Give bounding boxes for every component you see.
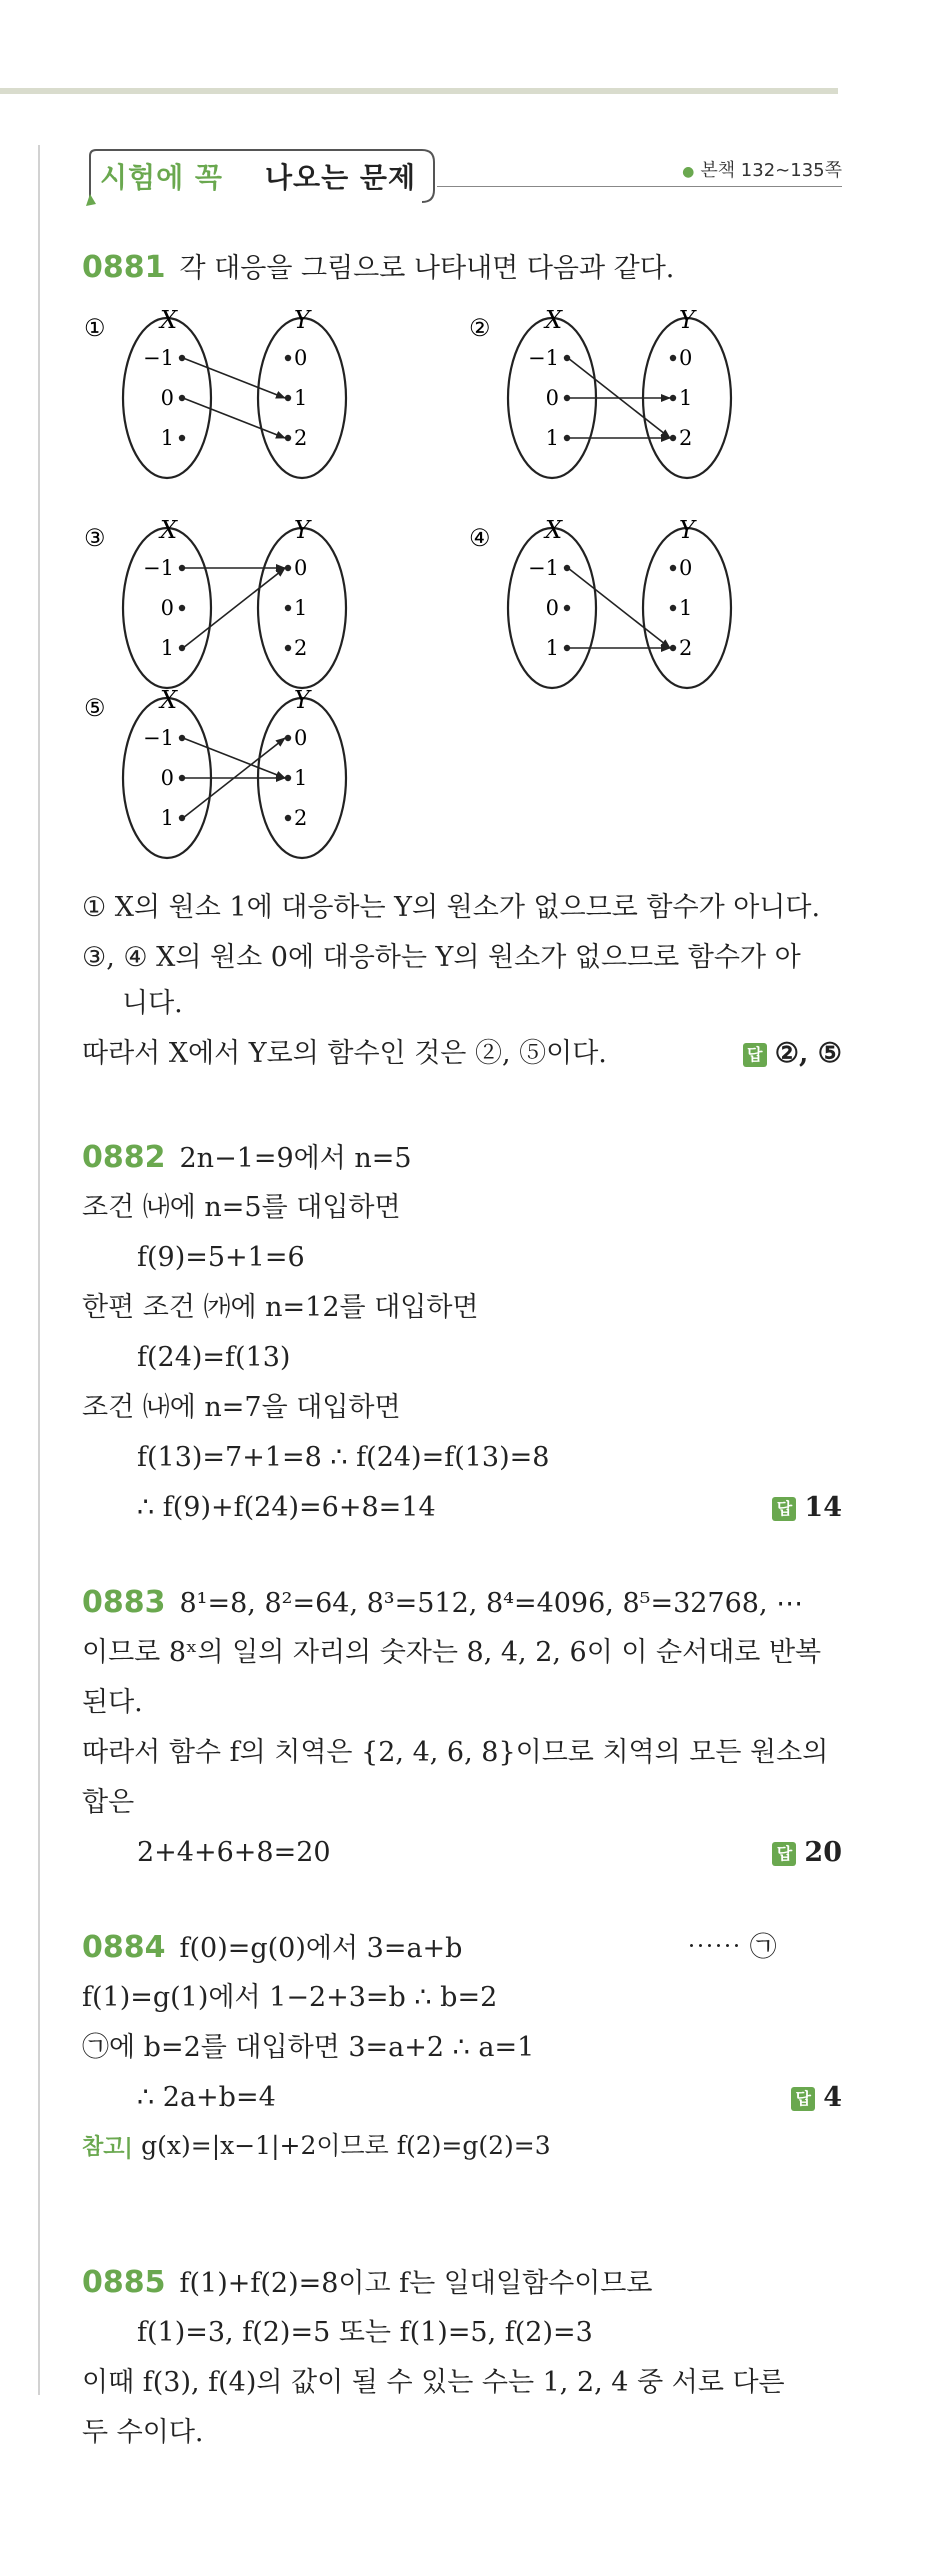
y-element-label: 2 <box>294 636 308 660</box>
problem-number: 0881 <box>82 250 166 285</box>
mapping-arrow <box>183 358 285 398</box>
problem-0882-line-2: 조건 ㈏에 n=5를 대입하면 <box>82 1192 401 1223</box>
answer-value: ②, ⑤ <box>774 1038 842 1069</box>
y-element-label: 0 <box>294 726 308 750</box>
top-divider-bar <box>0 88 838 94</box>
answer-0881 <box>743 1036 842 1072</box>
answer-value: 14 <box>804 1492 842 1523</box>
problem-0884-line-4: ∴ 2a+b=4 <box>137 2082 276 2113</box>
problem-number: 0885 <box>82 2265 166 2300</box>
diagram-label: ③ <box>84 524 106 552</box>
equation-tag: ⋯⋯ ㉠ <box>687 1932 777 1963</box>
set-x-label: X <box>160 308 178 334</box>
problem-0885-line-1 <box>82 2265 652 2302</box>
x-element-label: 1 <box>160 636 174 660</box>
answer-0882 <box>772 1490 842 1526</box>
y-element-dot <box>285 645 291 651</box>
answer-value: 20 <box>804 1837 842 1868</box>
x-element-label: 0 <box>545 386 559 410</box>
note-separator: | <box>124 2135 133 2160</box>
problem-0881-intro-line <box>82 250 674 287</box>
y-element-label: 1 <box>294 386 308 410</box>
set-y-label: Y <box>679 518 695 544</box>
answer-badge: 답 <box>743 1043 767 1067</box>
problem-0882 <box>82 1140 842 1523</box>
diagram-label: ② <box>469 314 491 342</box>
solution-text: 8¹=8, 8²=64, 8³=512, 8⁴=4096, 8⁵=32768, ⋯ <box>179 1588 804 1619</box>
y-element-label: 0 <box>679 556 693 580</box>
problem-0884-line-2: f(1)=g(1)에서 1−2+3=b ∴ b=2 <box>82 1982 498 2013</box>
section-title-tag <box>82 148 437 198</box>
x-element-label: 1 <box>545 426 559 450</box>
x-element-label: 1 <box>160 806 174 830</box>
x-element-dot <box>564 605 570 611</box>
problem-0883-line-6: 2+4+6+8=20 <box>137 1837 331 1868</box>
y-element-label: 2 <box>679 426 693 450</box>
problem-0884-line-1 <box>82 1930 462 1967</box>
correspondence-diagram-5 <box>82 688 382 873</box>
left-margin-rule <box>38 145 40 2395</box>
problem-0885 <box>82 2265 842 2465</box>
x-element-label: 0 <box>160 596 174 620</box>
problem-0882-line-3: f(9)=5+1=6 <box>137 1242 305 1273</box>
mapping-arrow <box>568 568 670 648</box>
note-label: 참고 <box>82 2135 125 2160</box>
y-element-dot <box>285 775 291 781</box>
x-element-label: −1 <box>528 346 559 370</box>
y-element-label: 1 <box>294 596 308 620</box>
set-y-label: Y <box>294 518 310 544</box>
y-element-dot <box>285 395 291 401</box>
explanation-line-2: ③, ④ X의 원소 0에 대응하는 Y의 원소가 없으므로 함수가 아 <box>82 942 801 973</box>
set-x-label: X <box>545 308 563 334</box>
problem-0881 <box>82 250 842 1110</box>
set-x-label: X <box>160 688 178 714</box>
problem-0884 <box>82 1930 842 2190</box>
set-x-label: X <box>545 518 563 544</box>
correspondence-diagram-2 <box>467 308 767 493</box>
answer-badge: 답 <box>772 1497 796 1521</box>
x-element-label: 1 <box>545 636 559 660</box>
diagram-label: ① <box>84 314 106 342</box>
x-element-label: −1 <box>143 556 174 580</box>
problem-0883-line-3: 된다. <box>82 1687 143 1718</box>
x-element-label: −1 <box>143 346 174 370</box>
y-element-dot <box>285 815 291 821</box>
y-element-label: 1 <box>679 596 693 620</box>
x-element-label: −1 <box>143 726 174 750</box>
y-element-dot <box>670 435 676 441</box>
y-element-dot <box>670 355 676 361</box>
page-reference <box>682 156 842 182</box>
problem-0882-line-7: f(13)=7+1=8 ∴ f(24)=f(13)=8 <box>137 1442 550 1473</box>
diagram-label: ⑤ <box>84 694 106 722</box>
x-element-label: 0 <box>160 386 174 410</box>
problem-0884-line-3: ㉠에 b=2를 대입하면 3=a+2 ∴ a=1 <box>82 2032 535 2063</box>
y-element-dot <box>670 605 676 611</box>
problem-0883-line-1 <box>82 1585 803 1622</box>
answer-value: 4 <box>823 2082 842 2113</box>
y-element-label: 1 <box>294 766 308 790</box>
answer-badge: 답 <box>772 1842 796 1866</box>
explanation-line-1: ① X의 원소 1에 대응하는 Y의 원소가 없으므로 함수가 아니다. <box>82 892 821 923</box>
problem-number: 0882 <box>82 1140 166 1175</box>
x-element-dot <box>179 435 185 441</box>
answer-badge: 답 <box>791 2087 815 2111</box>
correspondence-diagram-1 <box>82 308 382 493</box>
problem-0882-line-1 <box>82 1140 412 1177</box>
problem-0882-line-5: f(24)=f(13) <box>137 1342 291 1373</box>
problem-0885-line-2: f(1)=3, f(2)=5 또는 f(1)=5, f(2)=3 <box>137 2317 593 2348</box>
explanation-line-3: 니다. <box>122 988 183 1019</box>
y-element-label: 0 <box>679 346 693 370</box>
solution-text: f(1)+f(2)=8이고 f는 일대일함수이므로 <box>179 2268 653 2299</box>
problem-0882-line-4: 한편 조건 ㈎에 n=12를 대입하면 <box>82 1292 479 1323</box>
y-element-label: 1 <box>679 386 693 410</box>
y-element-label: 2 <box>294 426 308 450</box>
y-element-label: 0 <box>294 556 308 580</box>
section-header <box>82 140 842 210</box>
bullet-icon: ● <box>682 164 695 180</box>
y-element-dot <box>670 645 676 651</box>
set-x-label: X <box>160 518 178 544</box>
section-title-black: 나오는 문제 <box>265 161 416 194</box>
solution-text: 2n−1=9에서 n=5 <box>179 1143 412 1174</box>
problem-0883-line-4: 따라서 함수 f의 치역은 {2, 4, 6, 8}이므로 치역의 모든 원소의 <box>82 1737 829 1768</box>
y-element-dot <box>670 565 676 571</box>
set-y-label: Y <box>679 308 695 334</box>
answer-0884 <box>791 2080 842 2116</box>
solution-text: f(0)=g(0)에서 3=a+b <box>179 1933 463 1964</box>
x-element-dot <box>179 605 185 611</box>
problem-intro: 각 대응을 그림으로 나타내면 다음과 같다. <box>179 253 675 284</box>
mapping-arrow <box>183 398 285 438</box>
problem-0885-line-3: 이때 f(3), f(4)의 값이 될 수 있는 수는 1, 2, 4 중 서로 다른 <box>82 2367 785 2398</box>
y-element-dot <box>670 395 676 401</box>
y-element-dot <box>285 565 291 571</box>
problem-0882-line-8: ∴ f(9)+f(24)=6+8=14 <box>137 1492 436 1523</box>
mapping-arrow <box>183 738 285 778</box>
problem-0885-line-4: 두 수이다. <box>82 2417 204 2448</box>
y-element-dot <box>285 355 291 361</box>
correspondence-diagram-3 <box>82 518 382 703</box>
note-text: g(x)=|x−1|+2이므로 f(2)=g(2)=3 <box>141 2131 551 2160</box>
correspondence-diagram-4 <box>467 518 767 703</box>
y-element-dot <box>285 435 291 441</box>
problem-0883 <box>82 1585 842 1885</box>
x-element-label: 0 <box>160 766 174 790</box>
problem-number: 0883 <box>82 1585 166 1620</box>
x-element-label: 0 <box>545 596 559 620</box>
reference-note <box>82 2128 551 2166</box>
set-y-label: Y <box>294 308 310 334</box>
header-underline <box>437 186 842 187</box>
y-element-dot <box>285 605 291 611</box>
set-y-label: Y <box>294 688 310 714</box>
problem-0883-line-2: 이므로 8ˣ의 일의 자리의 숫자는 8, 4, 2, 6이 이 순서대로 반복 <box>82 1637 822 1668</box>
y-element-label: 2 <box>679 636 693 660</box>
problem-0882-line-6: 조건 ㈏에 n=7을 대입하면 <box>82 1392 401 1423</box>
answer-0883 <box>772 1835 842 1871</box>
x-element-label: 1 <box>160 426 174 450</box>
diagram-label: ④ <box>469 524 491 552</box>
x-element-label: −1 <box>528 556 559 580</box>
problem-0883-line-5: 합은 <box>82 1787 135 1818</box>
y-element-dot <box>285 735 291 741</box>
mapping-arrow <box>183 568 285 648</box>
y-element-label: 2 <box>294 806 308 830</box>
section-title-green: 시험에 꼭 <box>100 161 223 194</box>
page-reference-text: 본책 132∼135쪽 <box>700 160 842 181</box>
problem-number: 0884 <box>82 1930 166 1965</box>
explanation-line-4: 따라서 X에서 Y로의 함수인 것은 ②, ⑤이다. <box>82 1038 607 1069</box>
y-element-label: 0 <box>294 346 308 370</box>
